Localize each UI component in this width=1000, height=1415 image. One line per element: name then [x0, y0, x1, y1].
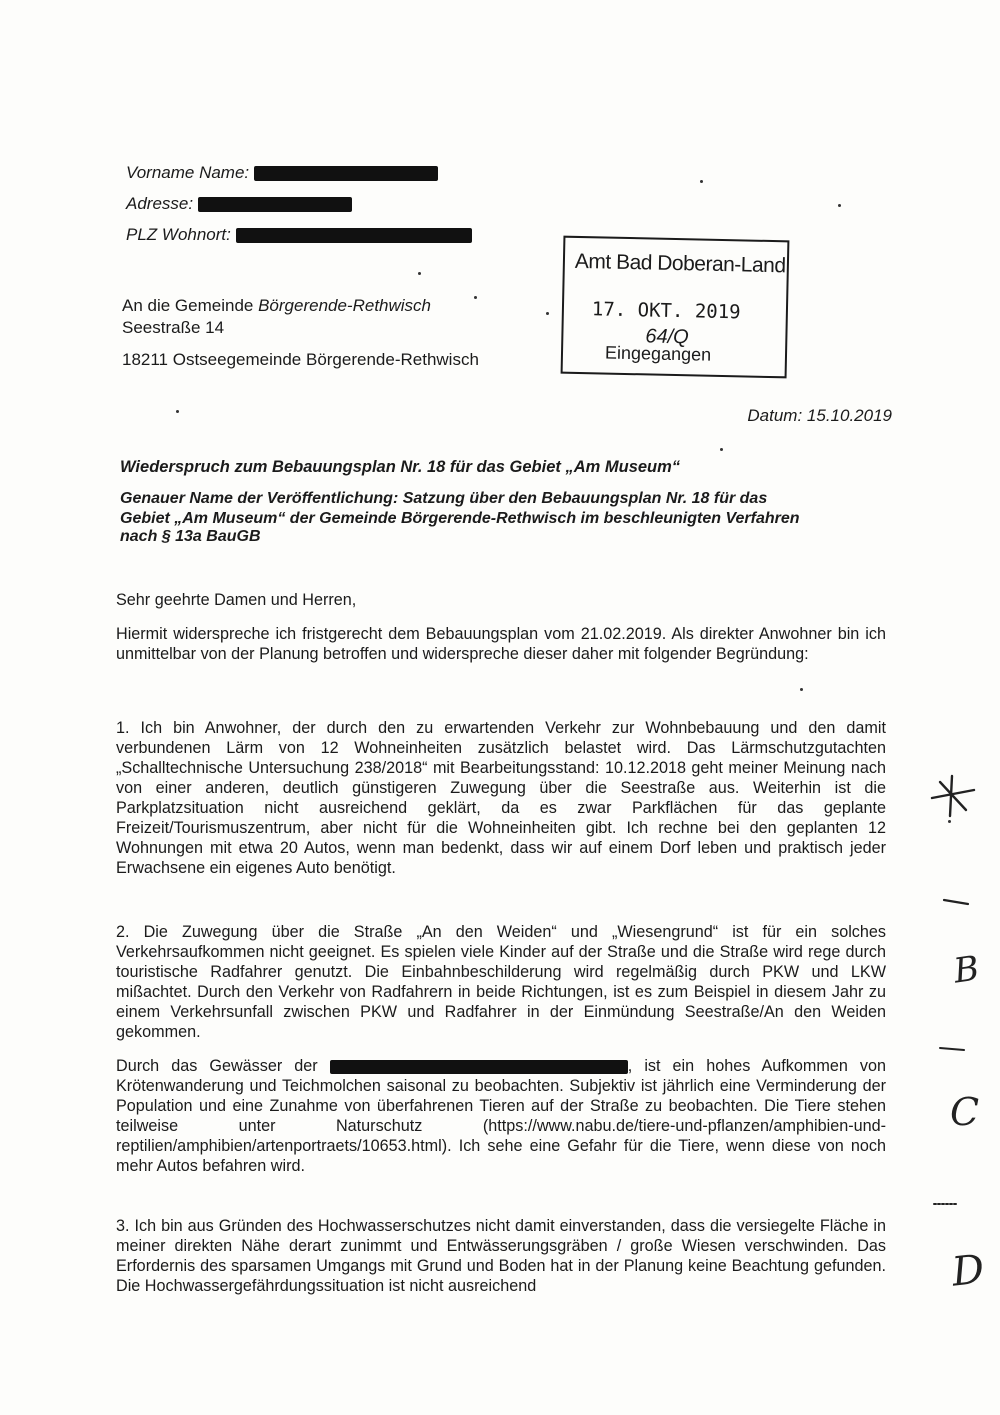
name-label: Vorname Name: [126, 163, 250, 182]
margin-note-d: D [949, 1246, 987, 1296]
scan-speck [720, 448, 723, 451]
scan-speck [700, 180, 703, 183]
margin-mark-a-icon [922, 770, 982, 820]
scan-speck [418, 272, 421, 275]
margin-dash-icon [938, 1042, 968, 1056]
city-label: PLZ Wohnort: [126, 225, 231, 244]
received-stamp [561, 236, 790, 379]
margin-dash-icon [942, 892, 972, 912]
sender-city-row [126, 225, 472, 245]
objection-point-3: 3. Ich bin aus Gründen des Hochwasserschutzes nicht damit einverstanden, dass die versiegelte Fläche in meiner direkten Nähe derart zunimmt und Entwässerungsgräben / große Wiesen verschwinden. Das Erfordernis des sparsamen Umgangs mit Grund und Boden hat in der Planung keine Beachtung gefunden. Die Hochwassergefährdungssituation ist nicht ausreichend [116, 1217, 886, 1295]
redaction-bar [198, 197, 352, 212]
objection-point-2-amphibians [116, 1056, 886, 1176]
margin-note-c: C [950, 1090, 980, 1134]
stamp-office: Amt Bad Doberan-Land [574, 249, 786, 278]
stamp-received-label: Eingegangen [604, 342, 712, 365]
objection-point-1: 1. Ich bin Anwohner, der durch den zu erwartenden Verkehr zur Wohnbebauung und den damit verbundenen Lärm von 12 Wohneinheiten zusätzlich belastet wird. Das Lärmschutzgutachten „Schalltechnische Untersuchung 238/2018“ mit Bearbeitungsstand: 10.12.2018 geht meiner Meinung nach von einer anderen, deutlich günstigeren Zuwegung über die Seestraße aus. Weiterhin ist die Parkplatzsituation nicht ausreichend geklärt, da es zwar Parkflächen für das geplante Freizeit/Tourismuszentrum, aber nicht für die Wohneinheiten gibt. Ich rechne bei den geplanten 12 Wohnungen mit etwa 20 Autos, wenn man bedenkt, dass wir auf einem Dorf leben und praktisch jeder Erwachsene ein eigenes Auto benötigt. [116, 719, 886, 877]
sender-name-row [126, 163, 438, 183]
stamp-handwritten-code: 64/Q [645, 325, 689, 349]
water-prefix: Durch das Gewässer der [116, 1057, 318, 1075]
scan-speck [546, 312, 549, 315]
sender-address-row [126, 194, 352, 214]
intro-paragraph: Hiermit widerspreche ich fristgerecht dem Bebauungsplan vom 21.02.2019. Als direkter Anwohner bin ich unmittelbar von der Planung betroffen und widerspreche dieser daher mit folgender Begründung: [116, 625, 886, 663]
redaction-bar [236, 228, 472, 243]
recipient-municipality: Börgerende-Rethwisch [258, 296, 432, 315]
redaction-bar [330, 1060, 628, 1074]
margin-note-b: B [951, 948, 982, 992]
scan-speck [948, 820, 951, 823]
letter-date: Datum: 15.10.2019 [747, 406, 892, 425]
objection-point-2: 2. Die Zuwegung über die Straße „An den Weiden“ und „Wiesengrund“ ist für ein solches Verkehrsaufkommen nicht geeignet. Es spielen viele Kinder auf der Straße und die Straße wird rege durch touristische Radfahrer genutzt. Die Einbahnbeschilderung wird regelmäßig durch PKW und LKW mißachtet. Durch den Verkehr von Radfahrern in beide Richtungen, ist es zum Beispiel in diesem Jahr zu einem Verkehrsunfall zwischen PKW und Radfahrer in der Einmündung Seestraße/An den Weiden gekommen. [116, 923, 886, 1041]
scan-speck [474, 296, 477, 299]
address-label: Adresse: [126, 194, 194, 213]
publication-line-3: nach § 13a BauGB [120, 528, 261, 545]
recipient-line-1 [122, 296, 431, 316]
scan-speck [800, 688, 803, 691]
scan-speck [176, 410, 179, 413]
recipient-line-3: 18211 Ostseegemeinde Börgerende-Rethwisch [122, 350, 479, 369]
margin-dash-icon [932, 1198, 962, 1212]
redaction-bar [254, 166, 438, 181]
subject-title: Wiederspruch zum Bebauungsplan Nr. 18 für das Gebiet „Am Museum“ [120, 458, 681, 476]
publication-line-2: Gebiet „Am Museum“ der Gemeinde Börgerende-Rethwisch im beschleunigten Verfahren [120, 510, 800, 527]
stamp-date: 17. OKT. 2019 [591, 298, 741, 324]
recipient-prefix: An die Gemeinde [122, 296, 259, 315]
water-text: , ist ein hohes Aufkommen von Krötenwanderung und Teichmolchen saisonal zu beobachten. Subjektiv ist jährlich eine Verminderung der Population und eine Zunahme von überfahrenen Tieren auf der Straße zu beobachten. Die Tiere stehen teilweise unter Naturschutz (https://www.nabu.de/tiere-und-pflanzen/amphibien-und-reptilien/amphibien/artenportraets/10653.html). Ich sehe eine Gefahr für die Tiere, wenn diese von noch mehr Autos befahren wird. [116, 1057, 886, 1175]
scan-speck [838, 204, 841, 207]
greeting: Sehr geehrte Damen und Herren, [116, 591, 357, 609]
recipient-line-2: Seestraße 14 [122, 318, 225, 337]
publication-line-1: Genauer Name der Veröffentlichung: Satzung über den Bebauungsplan Nr. 18 für das [120, 490, 768, 507]
